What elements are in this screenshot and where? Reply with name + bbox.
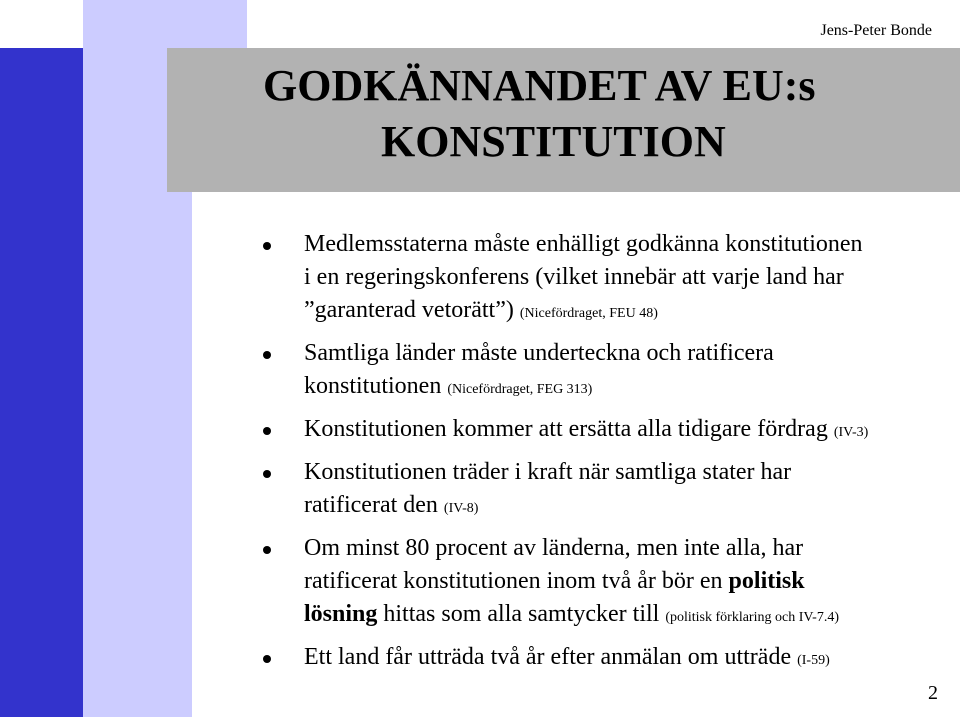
reference-note: (IV-8): [443, 501, 479, 516]
bullet-line: i en regeringskonferens (vilket innebär att varje land har: [304, 264, 844, 290]
bullet-item: [192, 532, 960, 634]
reference-note: (politisk förklaring och IV-7.4): [665, 610, 840, 625]
reference-note: (I-59): [797, 653, 830, 668]
bullet-list: [192, 192, 960, 677]
bullet-line: Medlemsstaterna måste enhälligt godkänna konstitutionen: [304, 231, 863, 257]
bullet-item: [192, 641, 960, 677]
bullet-text: [304, 456, 960, 525]
page-number: 2: [928, 682, 938, 704]
bullet-item: [192, 228, 960, 330]
slide-title-line-1: GODKÄNNANDET AV EU:s: [263, 61, 816, 110]
bullet-line: ”garanterad vetorätt”): [304, 297, 520, 323]
bullet-dot-icon: [263, 427, 271, 435]
bullet-dot-icon: [263, 655, 271, 663]
bullet-line: Konstitutionen kommer att ersätta alla tidigare fördrag: [304, 416, 834, 442]
bullet-dot-icon: [263, 242, 271, 250]
bullet-item: [192, 413, 960, 449]
bullet-line: Samtliga länder måste underteckna och ratificera: [304, 340, 774, 366]
bullet-text: [304, 532, 960, 634]
title-box: [167, 48, 960, 192]
bullet-dot-icon: [263, 470, 271, 478]
bullet-text: [304, 228, 960, 330]
bullet-dot-icon: [263, 351, 271, 359]
bullet-line: Ett land får utträda två år efter anmälan om utträde: [304, 644, 798, 670]
bullet-line: ratificerat den: [304, 492, 444, 518]
slide-title-line-2: KONSTITUTION: [381, 117, 726, 166]
bullet-line: ratificerat konstitutionen inom två år bör en: [304, 568, 729, 594]
slide-content: [192, 192, 960, 717]
bullet-line: konstitutionen: [304, 373, 448, 399]
reference-note: (IV-3): [833, 425, 869, 440]
reference-note: (Nicefördraget, FEU 48): [519, 306, 658, 321]
author-name: Jens-Peter Bonde: [820, 22, 932, 39]
bullet-line: hittas som alla samtycker till: [377, 601, 666, 627]
decorative-blue-band: [0, 48, 83, 717]
bullet-line: Om minst 80 procent av länderna, men inte alla, har: [304, 535, 804, 561]
bullet-item: [192, 337, 960, 406]
reference-note: (Nicefördraget, FEG 313): [447, 382, 593, 397]
bold-term: politisk: [728, 568, 805, 594]
bullet-text: [304, 413, 960, 449]
bullet-item: [192, 456, 960, 525]
bold-term: lösning: [304, 601, 378, 627]
bullet-text: [304, 337, 960, 406]
bullet-text: [304, 641, 960, 677]
bullet-dot-icon: [263, 546, 271, 554]
bullet-line: Konstitutionen träder i kraft när samtliga stater har: [304, 459, 792, 485]
